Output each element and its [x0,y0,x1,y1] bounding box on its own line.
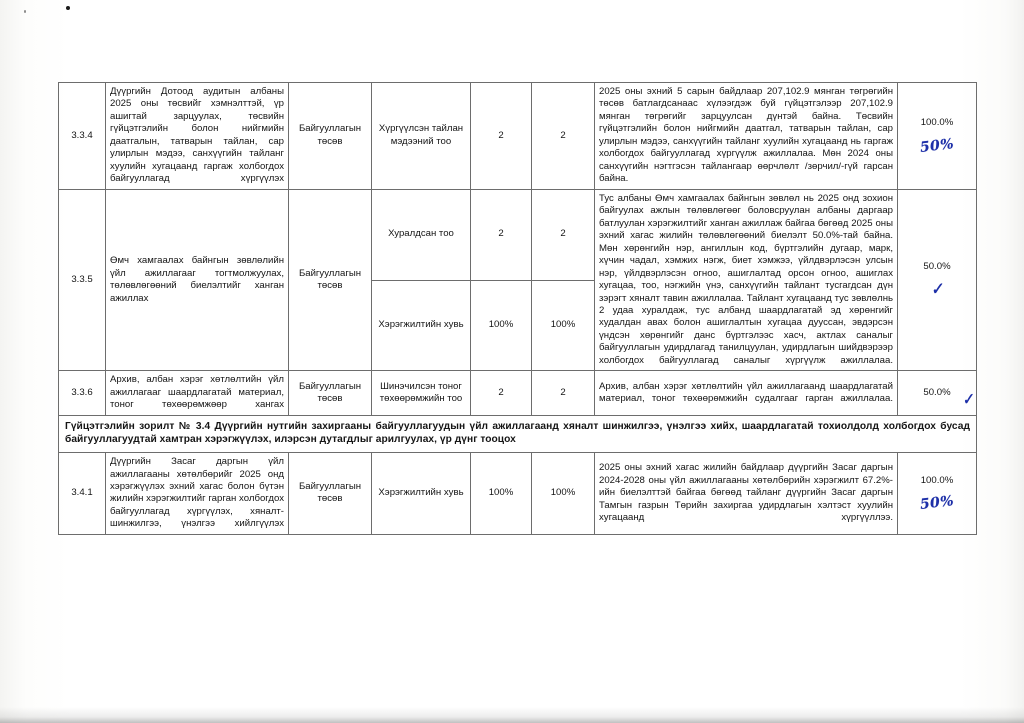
table-row [59,453,977,535]
table-row [59,371,977,415]
row-plan-cell: 100% [471,453,532,535]
row-source-cell: Байгууллагын төсөв [289,453,372,535]
row-indicator-name-cell: Хуралдсан тоо [372,189,471,280]
row-plan-cell: 100% [471,280,532,371]
performance-report-table [58,82,977,535]
row-fact-cell: 2 [532,189,595,280]
percent-value: 100.0% [920,474,954,486]
scan-speck-artifact-secondary [24,10,26,13]
row-plan-cell: 2 [471,83,532,190]
row-percent-cell [898,83,977,190]
row-source-cell: Байгууллагын төсөв [289,189,372,371]
row-task-cell: Дүүргийн Дотоод аудитын албаны 2025 оны төсвийг хэмнэлттэй, үр ашигтай зарцуулах, төсвийн гүйцэтгэлийн болон нийгмийн даатгалын, татварын тайлан, сар улирлын мэдээ, санхүүгийн тайланг хуулийн хугацаанд гаргаж холбогдох байгууллагад хүргүүлэх [106,83,289,190]
row-source-cell: Байгууллагын төсөв [289,83,372,190]
row-task-cell: Дүүргийн Засаг даргын үйл ажиллагааны хөтөлбөрийг 2025 онд хэрэгжүүлэх эхний хагас болон бүтэн жилийн хэрэгжилтийг гарган холбогдох байгууллагад хүргүүлэх, хяналт-шинжилгээ, үнэлгээ хийлгүүлэх [106,453,289,535]
handwritten-annotation: 50% [919,135,955,156]
handwritten-checkmark: ✓ [960,390,976,409]
section-header-row [59,415,977,452]
row-percent-cell [898,371,977,415]
row-percent-cell [898,453,977,535]
row-fact-cell: 2 [532,371,595,415]
row-description-cell: 2025 оны эхний хагас жилийн байдлаар дүүргийн Засаг даргын 2024-2028 оны үйл ажиллагааны хөтөлбөрийн хэрэгжилт 67.2%-ийн биелэлттэй байгаа бөгөөд тайланг дүүргийн Засаг даргын Тамгын газрын Төрийн захиргаа удирдлагын хэлтэст хуулийн хугацаанд хүргүүллээ. [595,453,898,535]
row-index-cell: 3.3.6 [59,371,106,415]
row-description-cell: Тус албаны Өмч хамгаалах байнгын зөвлөл нь 2025 онд зохион байгуулах ажлын төлөвлөгөөг боловсруулан албаны даргаар батлуулан хэрэгжилтийг ханган ажиллаж байгаа бөгөөд 2025 оны эхний хагас жилийн төлөвлөгөөний биелэлт 50.0%-тай байна. Мөн хөрөнгийн нэр, ангиллын код, бүртгэлийн дугаар, марк, хүчин чадал, хэмжих нэгж, биет хэмжээ, үйлдвэрлэсэн улсын нэр, үйлдвэрлэсэн огноо, ашиглалтад орсон огноо, ашиглах хугацаа, тоо, нэгжийн үнэ, санхүүгийн тайлант тусгагдсан дүн зэрэгт хяналт тавин ажиллалаа. Тайлант хугацаанд тус зөвлөлнь 2 удаа хуралдаж, тус албанд шаардлагатай эд хөрөнгийг худалдан авах болон ашиглалтын хугацаа дууссан, эвдэрсэн үндсэн хөрөнгийг данс бүртгэлээс хасч, актлах саналыг байгууллагын удирдлагад танилцуулан, удирдлагын шийдвэрээр холбогдох байгууллагад саналыг хүргүүлж ажиллалаа. [595,189,898,371]
row-fact-cell: 100% [532,453,595,535]
row-plan-cell: 2 [471,371,532,415]
section-header-text: Гүйцэтгэлийн зорилт № 3.4 Дүүргийн нутгийн захиргааны байгууллагуудын үйл ажиллагаанд хяналт шинжилгээ, үнэлгээ хийх, шаардлагатай тохиолдолд холбогдох бусад байгууллагуудтай хамтран хэрэгжүүлэх, илэрсэн дутагдлыг арилгуулах, үр дүнг тооцох [59,415,977,452]
row-indicator-name-cell: Хэрэгжилтийн хувь [372,453,471,535]
row-fact-cell: 2 [532,83,595,190]
row-index-cell: 3.3.4 [59,83,106,190]
row-task-cell: Архив, албан хэрэг хөтлөлтийн үйл ажиллагааг шаардлагатай материал, тоног төхөөрөмжөөр хангах [106,371,289,415]
handwritten-annotation: 50% [919,493,955,514]
row-index-cell: 3.3.5 [59,189,106,371]
percent-value: 100.0% [920,117,954,129]
row-indicator-name-cell: Шинэчилсэн тоног төхөөрөмжийн тоо [372,371,471,415]
row-index-cell: 3.4.1 [59,453,106,535]
percent-value: 50.0% [923,261,951,273]
scan-speck-artifact [66,6,70,10]
handwritten-checkmark: ✓ [929,278,945,299]
table-row [59,189,977,280]
row-plan-cell: 2 [471,189,532,280]
table-row [59,83,977,190]
row-source-cell: Байгууллагын төсөв [289,371,372,415]
row-fact-cell: 100% [532,280,595,371]
row-percent-cell [898,189,977,371]
row-indicator-name-cell: Хэрэгжилтийн хувь [372,280,471,371]
row-description-cell: 2025 оны эхний 5 сарын байдлаар 207,102.9 мянган төгрөгийн төсөв батлагдсанаас хүлээгдэж буй гүйцэтгэлээр 207,102.9 мянган төгрөгийг зарцуулсан дүнтэй байна. Төсвийн гүйцэтгэлийн болон нийгмийн даатгал, татварын тайлан, сар улирлын мэдээ, санхүүгийн тайланг хуулийн хугацаанд нь гаргаж холбогдох байгууллагад хүргүүлж ажиллалаа. Мөн 2024 оны санхүүгийн нэгтгэсэн тайлангаар өөрчлөлт /зөрчил/-гүй гарсан байна. [595,83,898,190]
row-description-cell: Архив, албан хэрэг хөтлөлтийн үйл ажиллагаанд шаардлагатай материал, тоног төхөөрөмжийн судалгааг гарган ажиллалаа. [595,371,898,415]
row-task-cell: Өмч хамгаалах байнгын зөвлөлийн үйл ажиллагааг тогтмолжуулах, төлөвлөгөөний биелэлтийг ханган ажиллах [106,189,289,371]
row-indicator-name-cell: Хүргүүлсэн тайлан мэдээний тоо [372,83,471,190]
percent-value: 50.0% [923,386,951,398]
